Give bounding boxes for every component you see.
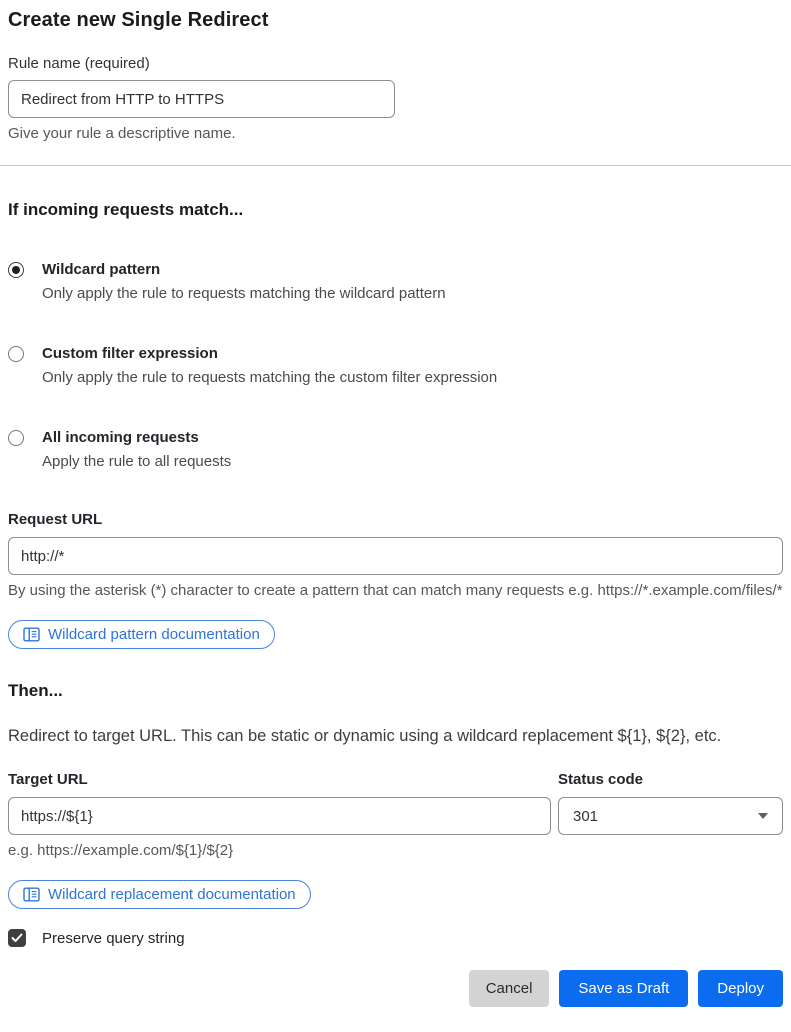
radio-option-description: Only apply the rule to requests matching the custom filter expression	[42, 369, 498, 386]
radio-button-icon[interactable]	[8, 430, 24, 446]
status-code-select[interactable]	[558, 797, 783, 835]
page-title: Create new Single Redirect	[8, 9, 269, 31]
radio-option-wildcard-pattern[interactable]	[8, 260, 783, 304]
status-code-label: Status code	[558, 771, 644, 788]
then-section-heading: Then...	[8, 681, 63, 700]
doc-button-label: Wildcard replacement documentation	[48, 886, 296, 903]
request-url-label: Request URL	[8, 511, 103, 528]
radio-option-label: Custom filter expression	[42, 345, 218, 362]
check-icon	[11, 933, 23, 943]
footer-actions	[8, 970, 783, 1007]
target-url-input[interactable]	[8, 797, 551, 835]
target-url-label: Target URL	[8, 771, 88, 788]
save-as-draft-button[interactable]: Save as Draft	[559, 970, 688, 1007]
radio-option-custom-filter-expression[interactable]	[8, 344, 783, 388]
preserve-query-label: Preserve query string	[42, 929, 185, 947]
status-code-field	[558, 750, 783, 862]
match-options-radio-group	[8, 260, 783, 472]
wildcard-replacement-doc-button[interactable]	[8, 880, 311, 909]
then-description: Redirect to target URL. This can be static or dynamic using a wildcard replacement ${1}, ${2}, etc.	[8, 727, 722, 745]
wildcard-pattern-doc-button[interactable]	[8, 620, 275, 649]
rule-name-field	[8, 54, 783, 145]
target-url-help: e.g. https://example.com/${1}/${2}	[8, 842, 234, 859]
radio-option-label: Wildcard pattern	[42, 261, 161, 278]
create-single-redirect-form	[8, 6, 783, 1007]
book-icon	[23, 627, 40, 642]
rule-name-help: Give your rule a descriptive name.	[8, 125, 236, 142]
request-url-input[interactable]	[8, 537, 783, 575]
match-section-heading: If incoming requests match...	[8, 200, 244, 219]
radio-button-icon[interactable]	[8, 346, 24, 362]
request-url-field	[8, 510, 783, 602]
rule-name-label: Rule name (required)	[8, 55, 150, 72]
target-url-field	[8, 750, 551, 862]
rule-name-input[interactable]	[8, 80, 395, 118]
cancel-button[interactable]: Cancel	[469, 970, 550, 1007]
request-url-help: By using the asterisk (*) character to create a pattern that can match many requests e.g. https://*.example.com/files/*	[8, 582, 783, 599]
radio-option-description: Only apply the rule to requests matching the wildcard pattern	[42, 285, 446, 302]
radio-button-icon[interactable]	[8, 262, 24, 278]
target-status-row	[8, 750, 783, 862]
section-divider	[0, 165, 791, 166]
chevron-down-icon	[758, 813, 768, 819]
radio-option-all-incoming-requests[interactable]	[8, 428, 783, 472]
status-code-value: 301	[573, 807, 599, 825]
preserve-query-checkbox[interactable]	[8, 929, 26, 947]
deploy-button[interactable]: Deploy	[698, 970, 783, 1007]
doc-button-label: Wildcard pattern documentation	[48, 626, 260, 643]
preserve-query-string-row[interactable]	[8, 929, 783, 947]
radio-option-label: All incoming requests	[42, 429, 199, 446]
book-icon	[23, 887, 40, 902]
radio-option-description: Apply the rule to all requests	[42, 453, 232, 470]
